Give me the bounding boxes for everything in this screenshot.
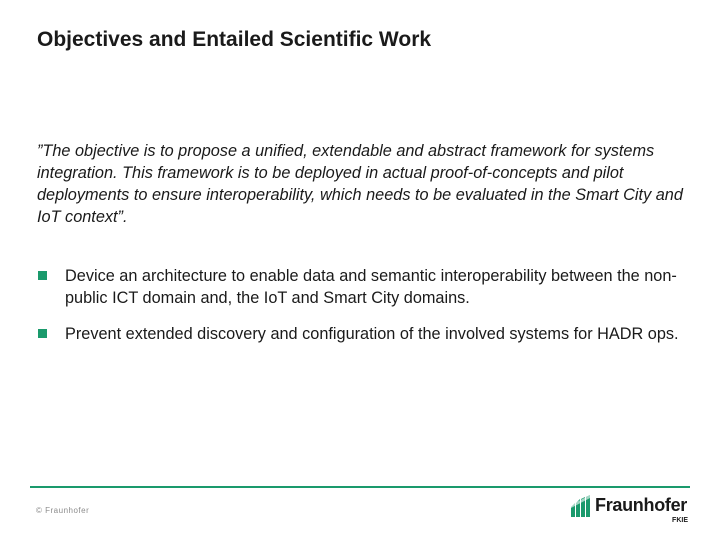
bullet-list [37,265,687,359]
copyright-text: © Fraunhofer [36,506,90,515]
slide-title: Objectives and Entailed Scientific Work [37,28,432,51]
footer-divider [30,486,690,488]
bullet-item [37,323,687,345]
bullet-text: Prevent extended discovery and configuration of the involved systems for HADR ops. [65,325,679,343]
objective-quote: ”The objective is to propose a unified, extendable and abstract framework for systems integration. This framework is to be deployed in actual proof-of-concepts and pilot deployments to ensure interoperability, which needs to be evaluated in the Smart City and IoT context”. [37,142,683,226]
logo-wordmark: Fraunhofer [595,495,688,515]
square-bullet-icon [38,329,47,338]
logo-institute: FKIE [672,517,688,524]
fraunhofer-logo [571,494,691,530]
square-bullet-icon [38,271,47,280]
bullet-item [37,265,687,309]
fraunhofer-mark-icon [571,495,591,517]
bullet-text: Device an architecture to enable data and semantic interoperability between the non-public ICT domain and, the IoT and Smart City domains. [65,267,677,307]
